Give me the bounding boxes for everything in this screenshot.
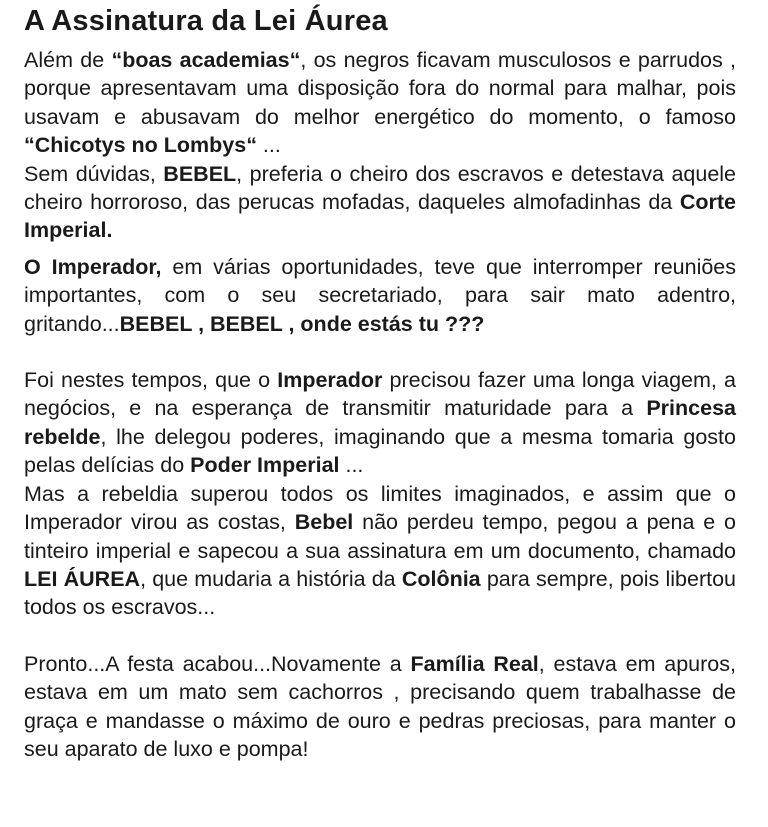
emphasis-text: Colônia [401, 566, 481, 591]
paragraph-text: , os negros ficavam musculosos e parrudos , porque apresentavam uma disposição fora do normal para malhar, pois usavam e abusavam do melhor energético do momento, o famoso [24, 48, 737, 129]
paragraph-text: Foi nestes tempos, que o [24, 368, 278, 393]
emphasis-text: BEBEL [163, 161, 237, 186]
paragraph-text: ... [256, 133, 281, 158]
paragraph-2 [24, 160, 736, 245]
emphasis-text: Poder Imperial [190, 453, 340, 478]
paragraph-text: não perdeu tempo, pegou a pena e o tinteiro imperial e sapecou a sua assinatura em um documento, chamado [24, 510, 736, 563]
emphasis-text: Bebel [294, 510, 354, 535]
paragraph-text: precisou fazer uma longa viagem, a negócios, e na esperança de transmitir maturidade para a [24, 368, 736, 421]
emphasis-text: “boas academias“ [111, 48, 301, 72]
paragraph-text: , que mudaria a história da [140, 566, 402, 591]
emphasis-text: BEBEL , BEBEL , onde estás tu ??? [119, 311, 485, 336]
paragraph-3 [24, 253, 736, 338]
paragraph-gap [24, 622, 736, 650]
paragraph-text: para sempre, pois libertou todos os escravos... [24, 566, 736, 620]
page-title: A Assinatura da Lei Áurea [24, 5, 388, 37]
paragraph-4 [24, 366, 736, 480]
emphasis-text: Corte Imperial. [24, 190, 736, 243]
paragraph-gap [24, 338, 736, 366]
paragraph-text: , preferia o cheiro dos escravos e detestava aquele cheiro horroroso, das perucas mofadas, daqueles almofadinhas da [24, 161, 737, 215]
emphasis-text: Princesa rebelde [24, 396, 736, 449]
paragraph-1 [24, 46, 736, 160]
paragraph-5 [24, 480, 736, 622]
emphasis-text: O Imperador, [24, 254, 162, 279]
paragraph-text: Além de [24, 48, 112, 72]
emphasis-text: Imperador [277, 368, 383, 393]
paragraph-text: ... [339, 453, 364, 478]
paragraph-text: em várias oportunidades, teve que interromper reuniões importantes, com o seu secretariado, para sair mato adentro, gritando... [24, 254, 737, 336]
paragraph-text: , estava em apuros, estava em um mato sem cachorros , precisando quem trabalhasse de graça e mandasse o máximo de ouro e pedras preciosas, para manter o seu aparato de luxo e pompa! [24, 651, 736, 761]
paragraph-text: , lhe delegou poderes, imaginando que a mesma tomaria gosto pelas delícias do [24, 424, 736, 478]
emphasis-text: Família Real [410, 651, 539, 676]
paragraph-6 [24, 650, 736, 764]
paragraph-text: Sem dúvidas, [24, 161, 164, 186]
paragraph-text: Pronto...A festa acabou...Novamente a [24, 651, 411, 676]
document-page [24, 2, 736, 763]
paragraph-gap [24, 245, 736, 253]
emphasis-text: “Chicotys no Lombys“ [24, 133, 257, 158]
paragraph-text: Mas a rebeldia superou todos os limites imaginados, e assim que o Imperador virou as costas, [24, 481, 736, 535]
emphasis-text: LEI ÁUREA [24, 566, 141, 591]
